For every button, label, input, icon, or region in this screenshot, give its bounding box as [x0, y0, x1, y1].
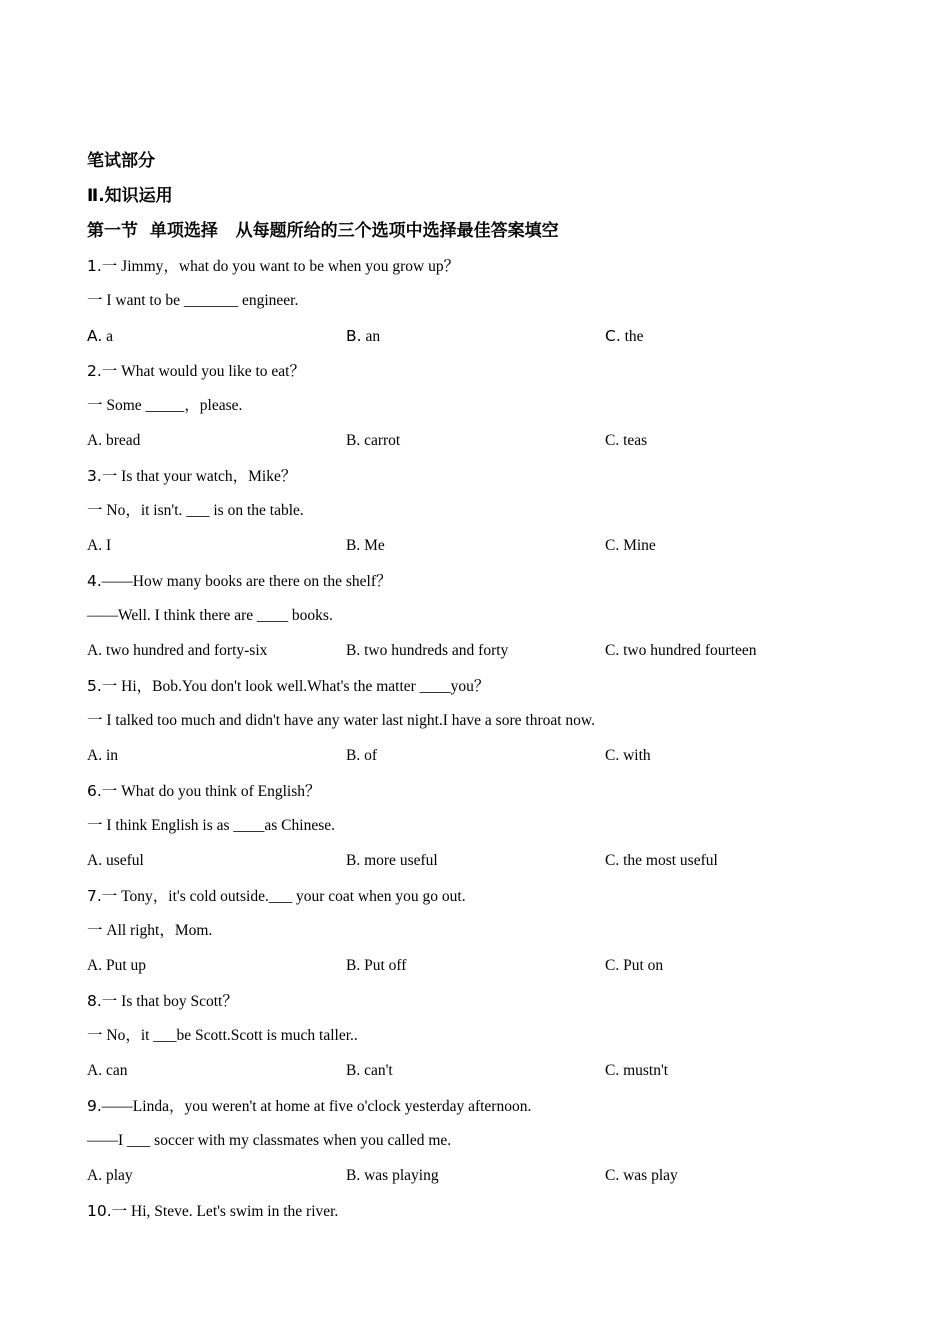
question-1: [87, 252, 887, 357]
option-b[interactable]: [346, 322, 605, 357]
option-text: can: [102, 1062, 128, 1079]
options-row: [87, 637, 887, 672]
option-letter: B.: [346, 432, 361, 449]
question-prompt: ——How many books are there on the shelf？: [101, 573, 392, 590]
question-number: 5.: [87, 677, 102, 695]
option-letter: A.: [87, 1167, 103, 1184]
option-c[interactable]: [605, 1162, 885, 1197]
option-letter: A.: [87, 747, 103, 764]
question-number: 6.: [87, 782, 102, 800]
option-b[interactable]: [346, 1162, 605, 1197]
answer-line: 一 I want to be _______ engineer.: [87, 292, 299, 309]
option-text: the: [620, 328, 644, 345]
answer-line: 一 Some _____，please.: [87, 397, 243, 414]
option-text: useful: [102, 852, 144, 869]
question-prompt: 一 Hi, Steve. Let's swim in the river.: [111, 1203, 339, 1220]
option-letter: C.: [605, 852, 620, 869]
question-2: [87, 357, 887, 462]
option-text: mustn't: [619, 1062, 669, 1079]
question-line: [87, 672, 887, 707]
question-4: [87, 567, 887, 672]
question-number: 8.: [87, 992, 102, 1010]
option-c[interactable]: [605, 1057, 885, 1092]
question-line: [87, 987, 887, 1022]
question-line: [87, 567, 887, 602]
answer-line: ——Well. I think there are ____ books.: [87, 607, 333, 624]
option-letter: A.: [87, 642, 103, 659]
question-number: 2.: [87, 362, 102, 380]
option-letter: B.: [346, 747, 361, 764]
option-letter: C.: [605, 957, 620, 974]
option-letter: B.: [346, 327, 362, 345]
options-row: [87, 742, 887, 777]
option-a[interactable]: [87, 1162, 346, 1197]
question-number: 7.: [87, 887, 102, 905]
option-text: a: [102, 328, 114, 345]
option-text: two hundreds and forty: [360, 642, 509, 659]
question-9: [87, 1092, 887, 1197]
option-c[interactable]: [605, 427, 885, 462]
option-text: play: [102, 1167, 133, 1184]
section-title: 笔试部分: [87, 151, 155, 171]
option-text: two hundred and forty-six: [102, 642, 268, 659]
options-row: [87, 847, 887, 882]
option-letter: A.: [87, 957, 103, 974]
question-5: [87, 672, 887, 777]
option-letter: A.: [87, 432, 103, 449]
question-3: [87, 462, 887, 567]
option-letter: A.: [87, 1062, 103, 1079]
option-letter: B.: [346, 1062, 361, 1079]
option-letter: B.: [346, 852, 361, 869]
question-8: [87, 987, 887, 1092]
options-row: [87, 322, 887, 357]
option-letter: A.: [87, 327, 103, 345]
option-a[interactable]: [87, 427, 346, 462]
question-10: [87, 1197, 887, 1232]
option-text: an: [361, 328, 381, 345]
option-text: of: [360, 747, 378, 764]
option-b[interactable]: [346, 847, 605, 882]
option-b[interactable]: [346, 742, 605, 777]
option-text: Mine: [619, 537, 656, 554]
question-number: 4.: [87, 572, 102, 590]
option-letter: C.: [605, 327, 621, 345]
options-row: [87, 532, 887, 567]
option-b[interactable]: [346, 637, 605, 672]
option-c[interactable]: [605, 847, 885, 882]
option-c[interactable]: [605, 637, 885, 672]
option-letter: B.: [346, 1167, 361, 1184]
question-number: 9.: [87, 1097, 102, 1115]
option-a[interactable]: [87, 952, 346, 987]
option-c[interactable]: [605, 952, 885, 987]
option-text: the most useful: [619, 852, 718, 869]
option-c[interactable]: [605, 322, 885, 357]
option-letter: C.: [605, 1062, 620, 1079]
option-text: can't: [360, 1062, 393, 1079]
answer-line: 一 I think English is as ____as Chinese.: [87, 817, 335, 834]
option-a[interactable]: [87, 637, 346, 672]
option-text: carrot: [360, 432, 401, 449]
option-a[interactable]: [87, 532, 346, 567]
option-b[interactable]: [346, 427, 605, 462]
options-row: [87, 1057, 887, 1092]
answer-line: 一 I talked too much and didn't have any water last night.I have a sore throat now.: [87, 712, 595, 729]
answer-line: 一 All right，Mom.: [87, 922, 213, 939]
option-letter: C.: [605, 747, 620, 764]
option-text: was play: [619, 1167, 678, 1184]
question-line: [87, 1092, 887, 1127]
option-letter: B.: [346, 642, 361, 659]
question-prompt: 一 What do you think of English？: [101, 783, 321, 800]
answer-line: 一 No，it ___be Scott.Scott is much taller..: [87, 1027, 358, 1044]
options-row: [87, 952, 887, 987]
option-b[interactable]: [346, 532, 605, 567]
option-text: more useful: [360, 852, 438, 869]
option-letter: C.: [605, 1167, 620, 1184]
option-letter: C.: [605, 432, 620, 449]
option-a[interactable]: [87, 322, 346, 357]
question-6: [87, 777, 887, 882]
option-c[interactable]: [605, 532, 885, 567]
option-a[interactable]: [87, 847, 346, 882]
answer-line: ——I ___ soccer with my classmates when you called me.: [87, 1132, 452, 1149]
option-text: Put off: [360, 957, 407, 974]
part-title: Ⅱ.知识运用: [87, 186, 173, 206]
option-letter: C.: [605, 537, 620, 554]
option-letter: A.: [87, 537, 103, 554]
question-list: [87, 252, 887, 1197]
question-number: 10.: [87, 1202, 112, 1220]
answer-line: 一 No，it isn't. ___ is on the table.: [87, 502, 304, 519]
question-line: [87, 252, 887, 287]
option-text: with: [619, 747, 651, 764]
question-prompt: ——Linda，you weren't at home at five o'clock yesterday afternoon.: [101, 1098, 532, 1115]
option-text: in: [102, 747, 119, 764]
option-text: I: [102, 537, 112, 554]
question-prompt: 一 Jimmy，what do you want to be when you grow up？: [101, 258, 460, 275]
question-line: [87, 882, 887, 917]
options-row: [87, 427, 887, 462]
option-text: Put on: [619, 957, 664, 974]
question-number: 3.: [87, 467, 102, 485]
option-letter: B.: [346, 957, 361, 974]
option-text: Me: [360, 537, 385, 554]
question-prompt: 一 Is that your watch，Mike？: [101, 468, 297, 485]
question-line: [87, 357, 887, 392]
question-line: [87, 462, 887, 497]
option-text: teas: [619, 432, 648, 449]
question-prompt: 一 Tony，it's cold outside.___ your coat when you go out.: [101, 888, 466, 905]
option-text: Put up: [102, 957, 147, 974]
subsection-title: 第一节 单项选择 从每题所给的三个选项中选择最佳答案填空: [87, 221, 559, 241]
exam-page: [87, 147, 887, 1232]
option-a[interactable]: [87, 1057, 346, 1092]
question-number: 1.: [87, 257, 102, 275]
option-letter: A.: [87, 852, 103, 869]
option-text: was playing: [360, 1167, 439, 1184]
option-b[interactable]: [346, 952, 605, 987]
question-prompt: 一 Hi，Bob.You don't look well.What's the matter ____you？: [101, 678, 490, 695]
option-a[interactable]: [87, 742, 346, 777]
options-row: [87, 1162, 887, 1197]
option-text: two hundred fourteen: [619, 642, 757, 659]
option-text: bread: [102, 432, 141, 449]
question-prompt: 一 What would you like to eat？: [101, 363, 305, 380]
question-prompt: 一 Is that boy Scott？: [101, 993, 238, 1010]
question-7: [87, 882, 887, 987]
option-letter: C.: [605, 642, 620, 659]
option-b[interactable]: [346, 1057, 605, 1092]
option-c[interactable]: [605, 742, 885, 777]
option-letter: B.: [346, 537, 361, 554]
question-line: [87, 777, 887, 812]
